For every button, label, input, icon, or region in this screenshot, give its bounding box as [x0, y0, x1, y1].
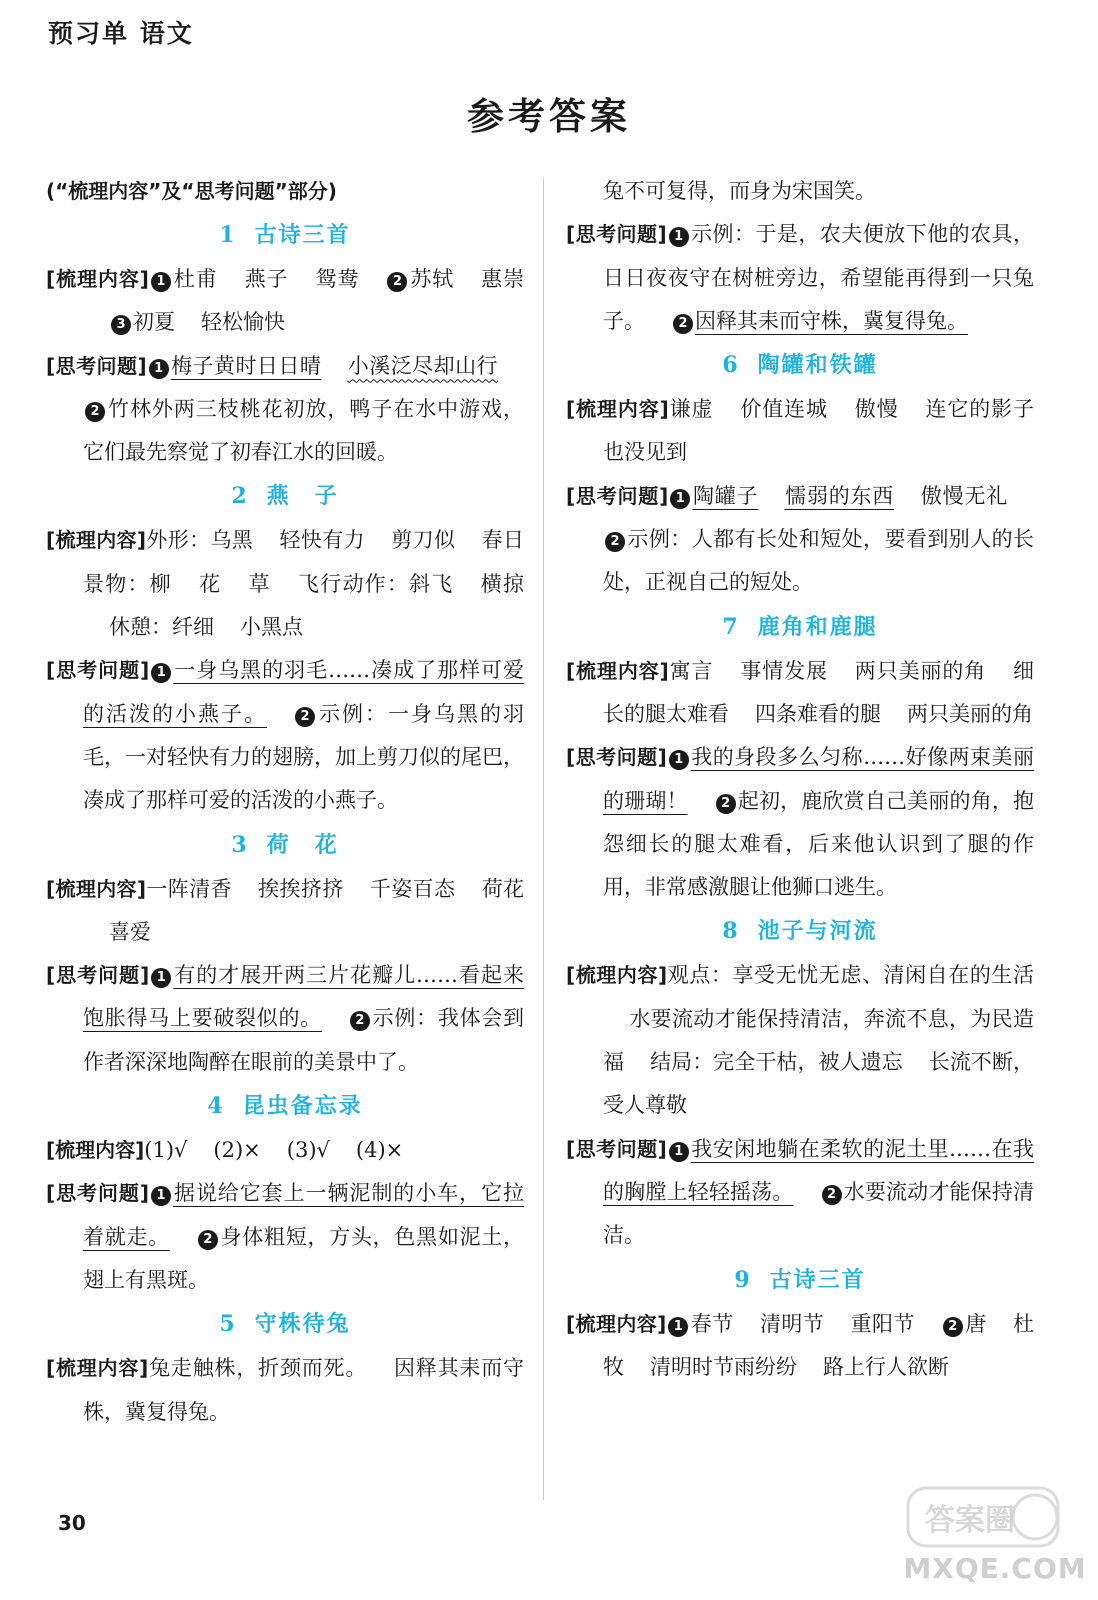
- lesson-heading-7: 7 鹿角和鹿腿: [722, 613, 878, 640]
- circled-number-icon: 2: [198, 1230, 218, 1250]
- circled-number-icon: 2: [350, 1011, 370, 1031]
- lesson-5-sort-continued: 兔不可复得，而身为宋国笑。: [603, 179, 876, 203]
- circled-number-icon: 1: [149, 359, 169, 379]
- section-note: (“梳理内容”及“思考问题”部分): [46, 179, 337, 203]
- page-title: 参考答案: [467, 94, 631, 138]
- left-column: [46, 170, 524, 1434]
- svg-text:MXQE.COM: MXQE.COM: [903, 1552, 1087, 1585]
- lesson-3-sort: [梳理内容]一阵清香 挨挨挤挤 千姿百态 荷花喜爱: [46, 876, 525, 944]
- page-number: 30: [58, 1511, 86, 1535]
- svg-text:答案圈: 答案圈: [925, 1503, 1015, 1538]
- circled-number-icon: 3: [111, 315, 131, 335]
- lesson-2-think: [思考问题] 1 一身乌黑的羽毛……凑成了那样可爱的活泼的小燕子。 2 示例：一身乌黑的羽毛，一对轻快有力的翅膀，加上剪刀似的尾巴，凑成了那样可爱的活泼的小燕子。: [46, 658, 525, 813]
- lesson-5-sort: [梳理内容]兔走触株，折颈而死。 因释其耒而守株，冀复得兔。: [46, 1356, 525, 1424]
- lesson-3-think: [思考问题] 1 有的才展开两三片花瓣儿……看起来饱胀得马上要破裂似的。 2 示例：我体会到作者深深地陶醉在眼前的美景中了。: [46, 963, 525, 1074]
- circled-number-icon: 1: [151, 1186, 171, 1206]
- lesson-8-sort: [梳理内容]观点：享受无忧无虑、清闲自在的生活水要流动才能保持清洁，奔流不息，为民造福 结局：完全干枯，被人遗忘 长流不断，受人尊敬: [566, 963, 1035, 1118]
- lesson-7-sort: [梳理内容]寓言 事情发展 两只美丽的角 细长的腿太难看 四条难看的腿 两只美丽的角: [566, 658, 1035, 726]
- lesson-heading-3: 3 荷 花: [231, 831, 339, 858]
- circled-number-icon: 1: [151, 663, 171, 683]
- circled-number-icon: 1: [151, 968, 171, 988]
- header-label: 预习单 语文: [48, 19, 194, 48]
- circled-number-icon: 2: [295, 707, 315, 727]
- lesson-7-think: [思考问题] 1 我的身段多么匀称……好像两束美丽的珊瑚！ 2 起初，鹿欣赏自己美丽的角，抱怨细长的腿太难看，后来他认识到了腿的作用，非常感激腿让他狮口逃生。: [566, 745, 1035, 900]
- lesson-6-sort: [梳理内容]谦虚 价值连城 傲慢 连它的影子也没见到: [566, 397, 1035, 465]
- column-divider: [543, 178, 544, 1500]
- lesson-heading-8: 8 池子与河流: [722, 918, 878, 945]
- circled-number-icon: 2: [605, 532, 625, 552]
- watermark-logo: [900, 1480, 1090, 1590]
- lesson-heading-2: 2 燕 子: [231, 483, 339, 510]
- lesson-1-sort: [梳理内容] 1 杜甫 燕子 鸳鸯 2 苏轼 惠崇3 初夏 轻松愉快: [46, 267, 525, 335]
- circled-number-icon: 2: [387, 272, 407, 292]
- lesson-2-sort: [梳理内容]外形：乌黑 轻快有力 剪刀似 春日景物：柳 花 草 飞行动作：斜飞 横掠休憩：纤细 小黑点: [46, 528, 525, 640]
- lesson-heading-6: 6 陶罐和铁罐: [722, 352, 878, 379]
- circled-number-icon: 1: [669, 750, 689, 770]
- circled-number-icon: 1: [151, 272, 171, 292]
- lesson-heading-1: 1 古诗三首: [219, 222, 351, 248]
- circled-number-icon: 2: [822, 1185, 842, 1205]
- lesson-5-think: [思考问题] 1 示例：于是，农夫便放下他的农具，日日夜夜守在树桩旁边，希望能再得到一只兔子。 2 因释其耒而守株，冀复得兔。: [566, 222, 1035, 333]
- circled-number-icon: 1: [668, 1317, 688, 1337]
- lesson-8-think: [思考问题] 1 我安闲地躺在柔软的泥土里……在我的胸膛上轻轻摇荡。 2 水要流动才能保持清洁。: [566, 1136, 1035, 1248]
- circled-number-icon: 1: [669, 227, 689, 247]
- circled-number-icon: 2: [943, 1317, 963, 1337]
- lesson-heading-9: 9 古诗三首: [734, 1266, 866, 1293]
- circled-number-icon: 2: [85, 402, 105, 422]
- lesson-9-sort: [梳理内容] 1 春节 清明节 重阳节 2 唐 杜牧 清明时节雨纷纷 路上行人欲断: [566, 1311, 1034, 1379]
- circled-number-icon: 2: [716, 794, 736, 814]
- lesson-heading-5: 5 守株待兔: [219, 1311, 351, 1338]
- circled-number-icon: 2: [673, 314, 693, 334]
- circled-number-icon: 1: [670, 489, 690, 509]
- circled-number-icon: 1: [669, 1142, 689, 1162]
- lesson-heading-4: 4 昆虫备忘录: [207, 1093, 363, 1120]
- lesson-4-sort: [梳理内容](1)√ (2)× (3)√ (4)×: [46, 1138, 404, 1163]
- lesson-1-think: [思考问题] 1 梅子黄时日日晴 小溪泛尽却山行2 竹林外两三枝桃花初放，鸭子在水中游戏，它们最先察觉了初春江水的回暖。: [46, 353, 524, 465]
- lesson-6-think: [思考问题] 1 陶罐子 懦弱的东西 傲慢无礼2 示例：人都有长处和短处，要看到别人的长处，正视自己的短处。: [566, 483, 1034, 595]
- right-column: [566, 170, 1034, 1389]
- lesson-4-think: [思考问题] 1 据说给它套上一辆泥制的小车，它拉着就走。 2 身体粗短，方头，色黑如泥土，翅上有黑斑。: [46, 1181, 525, 1292]
